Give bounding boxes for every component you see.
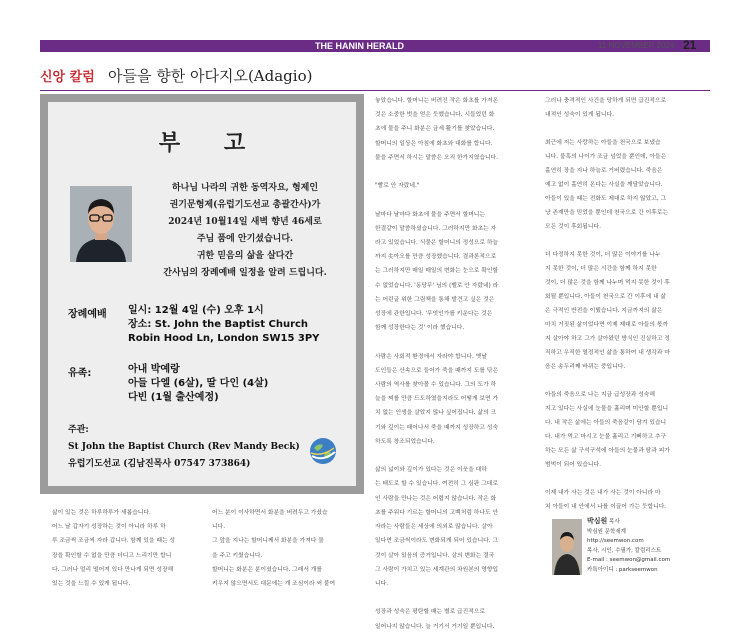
article-line: 라고 있었습니다. 식물은 할머니의 정성으로 하늘 xyxy=(375,240,499,247)
author-email: E-mail : seemwon@gmail.com xyxy=(587,557,671,563)
article-line xyxy=(375,165,535,179)
author-website: http://seemwon.com xyxy=(587,538,644,544)
article-line: 루 조금씩 조금씩 자라 갑니다. 함께 있을 때는 성 xyxy=(52,538,175,545)
article-line: 것은 소중한 벗을 얻은 듯했습니다. 시들었던 화 xyxy=(375,112,495,119)
globe-logo-icon xyxy=(308,436,338,466)
article-line: 있는 것을 느낄 수 있게 됩니다. xyxy=(52,581,131,588)
article-line: 하도록 창조되었습니다. xyxy=(375,438,435,445)
article-column-middle xyxy=(375,94,535,634)
article-line: 것이 살아 있음의 증거입니다. 살의 변화는 결국 xyxy=(375,552,495,559)
article-line: 한결같이 말씀하셨습니다. 그러하지만 화초는 자 xyxy=(375,225,497,232)
article-line: 최근에 저는 사랑하는 아들을 천국으로 보냈습 xyxy=(545,140,661,146)
article-line: 초를 주워다 기르는 할머니의 고백처럼 하나도 안 xyxy=(375,509,499,516)
article-line: 어느 날 갑자기 성장하는 것이 아니라 하루 하 xyxy=(52,524,166,531)
article-line: 그 앞을 지나는 할머니께서 화분을 가져다 물 xyxy=(212,538,324,545)
article-line: 물을 주면서 하시는 말씀은 오직 한가지였습니다. xyxy=(375,154,499,161)
article-line: 그러나 충격적인 사건을 당하게 되면 급진적으로 xyxy=(545,98,667,104)
article-line: 그 사람이 가치고 있는 세계관의 차원본의 영향입 xyxy=(375,566,499,573)
family-line: 아들 다엘 (6살), 딸 다인 (4살) xyxy=(128,378,269,389)
obituary-intro xyxy=(140,180,350,282)
article-line: 지 못한 것이, 더 많은 시간을 함께 하지 못한 xyxy=(545,266,657,272)
intro-line: 권기문형제(유럽기도선교 총괄간사)가 xyxy=(169,200,321,210)
article-line: 은 극적인 반전을 이뤘습니다. 지금까지의 삶은 xyxy=(545,308,663,314)
funeral-line: 장소: St. John the Baptist Church xyxy=(128,319,309,330)
article-line: 치 아들이 내 안에서 나를 이끌어 가는 듯합니다. xyxy=(545,504,667,510)
article-line xyxy=(375,335,535,349)
article-line: 있다면 조금씩이라도 변화되게 되어 있습니다. 그 xyxy=(375,538,499,545)
article-line: 범벅이 되어 있습니다. xyxy=(545,462,601,468)
article-line: 다. 그러나 멀리 떨어져 있다 만나게 되면 성장해 xyxy=(52,566,174,573)
article-line: 이제 내가 사는 것은 내가 사는 것이 아니라 마 xyxy=(545,490,661,496)
section-label: 신앙 칼럼 xyxy=(40,70,95,85)
article-line: 기와 깊이는 패어나서 죽을 때까지 성장하고 성숙 xyxy=(375,424,499,431)
article-line: 장을 확인할 수 없을 만큼 더디고 느리기만 합니 xyxy=(52,552,172,559)
article-line: 것이, 더 많은 것을 함께 나누며 먹지 못한 것이 후 xyxy=(545,280,670,286)
obituary-notice xyxy=(40,94,364,494)
article-line: 날마다 날마다 화초에 물을 주면서 할머니는 xyxy=(375,211,486,218)
article-line: 지고 있다는 사실에 눈물을 흘리며 미안할 뿐입니 xyxy=(545,406,669,412)
family-details xyxy=(128,363,268,405)
article-line xyxy=(375,591,535,605)
article-line: 마치 거짓된 삶이었다면 이제 제대로 아들의 몫까 xyxy=(545,322,669,328)
family-line: 다빈 (1월 출산예정) xyxy=(128,392,219,403)
family-line: 아내 박예랑 xyxy=(128,364,180,375)
article-line: 삶의 넓이와 깊이가 있다는 것은 이웃을 대하 xyxy=(375,467,487,474)
article-line: 직하고 우직한 열정적인 삶을 통하여 내 생각과 마 xyxy=(545,350,670,356)
author-info xyxy=(587,517,670,575)
article-line: 초에 물을 주니 화분은 금세 활기를 찾았습니다. xyxy=(375,126,495,133)
article-line: "빨로 안 자랐네." xyxy=(375,183,420,190)
intro-line: 2024년 10월14일 새벽 향년 46세로 xyxy=(168,217,322,227)
article-line: 일어나지 않습니다. 늘 거기서 거기일 뿐입니다. xyxy=(375,623,495,630)
article-line: 니다. xyxy=(212,524,226,531)
article-line: 는 태도로 할 수 있습니다. 여전히 그 심판 그대로 xyxy=(375,481,498,488)
article-line: 모든 것이 후회됩니다. xyxy=(545,224,601,230)
issue-date: 11 NOVEMBER 2024 xyxy=(598,41,675,50)
article-line: 예고 없이 홀연히 온다는 사실을 깨달았습니다. xyxy=(545,182,663,188)
article-line: 수 없었습니다. '동당무' 님의 (벨로 안 자랐네) 라 xyxy=(375,282,499,289)
article-line: 함께 성장한다는 것' 이라 했습니다. xyxy=(375,325,465,332)
article-line: 홀연히 장을 지나 하늘로 거버렸습니다. 죽음은 xyxy=(545,168,663,174)
intro-line: 간사님의 장례예배 일정을 알려 드립니다. xyxy=(163,268,327,278)
article-line: 할머니는 화분은 분이셨습니다. 그래서 개를 xyxy=(212,566,323,573)
article-line: 인 사람을 만나는 것은 어렵지 않습니다. 작은 화 xyxy=(375,495,497,502)
article-line: 다. 내 작은 삶에는 아들의 죽음같이 담겨 있습니 xyxy=(545,420,667,426)
article-line: 사람의 역사를 찾아볼 수 있습니다. 그의 도가 하 xyxy=(375,382,497,389)
funeral-line: Robin Hood Ln, London SW15 3PY xyxy=(128,333,320,344)
article-line: 하는 모든 삶 구석구석에 아들의 눈물과 땀과 피가 xyxy=(545,448,670,454)
author-photo xyxy=(552,519,582,575)
article-line: 냥 존재만을 믿었을 뿐인데 천국으로 간 이후로는 xyxy=(545,210,669,216)
author-line: 카톡아이디 : parkseemwon xyxy=(587,566,658,573)
funeral-details xyxy=(128,304,319,346)
article-line: 을 주고 키웠습니다. xyxy=(212,552,263,559)
article-line: 성장에 관한입니다. '무엇인가를 키운다는 것은 xyxy=(375,311,493,318)
funeral-label: 장례예배 xyxy=(68,309,107,320)
article-line xyxy=(545,234,710,248)
author-box xyxy=(552,517,710,577)
contact-line: 주관: xyxy=(68,425,89,435)
funeral-line: 일시: 12월 4일 (수) 오후 1시 xyxy=(128,305,264,316)
article-line: 음은 송두리째 바뀌는 중입니다. xyxy=(545,364,626,370)
deceased-portrait xyxy=(70,186,132,262)
article-line: 자라는 사람들은 세상에 의외로 많습니다. 살아 xyxy=(375,524,493,531)
intro-line: 하나님 나라의 귀한 동역자요, 형제인 xyxy=(171,183,319,193)
article-line xyxy=(545,472,710,486)
article-line: 늘을 찌를 만큼 드도하였을지라도 어떻게 보면 가 xyxy=(375,396,499,403)
article-line: 성장과 성숙은 평탄할 때는 별로 급진적으로 xyxy=(375,609,486,616)
article-line: 사람은 사회적 환경에서 자라야 합니다. 옛날 xyxy=(375,353,487,360)
article-line xyxy=(375,449,535,463)
article-line: 까지 솟아오를 만큼 성장했습니다. 결과론적으로 xyxy=(375,254,497,261)
article-line: 아들의 죽음으로 나는 지금 급성장과 성숙해 xyxy=(545,392,656,398)
article-line xyxy=(545,122,710,136)
article-line xyxy=(545,374,710,388)
article-line: 니다. xyxy=(375,580,389,587)
article-line: 치 없는 인생을 살았지 않나 싶어집니다. 삶의 크 xyxy=(375,410,497,417)
article-line: 놓았습니다. 할머니는 버려진 작은 화초를 가져온 xyxy=(375,98,499,104)
article-line: 다. 내가 먹고 마시고 눈물 흘리고 기뻐하고 추구 xyxy=(545,434,667,440)
article-line: 는 그러하지만 매일 매일의 변화는 눈으로 확인할 xyxy=(375,268,499,275)
author-name: 박심원 xyxy=(587,517,608,525)
article-line: 아들이 있을 때는 전화도 제대로 하지 않았고, 그 xyxy=(545,196,667,202)
page-number: 21 xyxy=(683,38,697,52)
article-line: 회될 뿐입니다. 아들이 천국으로 간 이후에 내 삶 xyxy=(545,294,667,300)
article-line: 키우지 않으면서도 대문에는 개 조심이라 써 붙여 xyxy=(212,581,336,588)
author-role: 목사 xyxy=(609,519,620,525)
article-column-mid-bottom xyxy=(212,506,367,591)
family-label: 유족: xyxy=(68,368,92,379)
publication-name: THE HANIN HERALD xyxy=(315,41,404,51)
article-line xyxy=(375,193,535,207)
article-column-right xyxy=(545,94,710,514)
contact-line: St John the Baptist Church (Rev Mandy Beck) xyxy=(68,442,300,452)
contact-line: 유럽기도선교 (김남진목사 07547 373864) xyxy=(68,459,251,469)
author-line: 박심원 문학세계 xyxy=(587,528,626,535)
organizer-contact xyxy=(68,422,300,473)
article-column-left xyxy=(52,506,202,591)
article-line: 더 다정하지 못한 것이, 더 많은 이야기를 나누 xyxy=(545,252,661,258)
obituary-heading: 부 고 xyxy=(158,130,264,156)
article-line: 내적인 성숙이 있게 됩니다. xyxy=(545,112,614,118)
intro-line: 주님 품에 안기셨습니다. xyxy=(196,234,294,244)
column-title: 아들을 향한 아다지오(Adagio) xyxy=(108,67,313,85)
author-line: 목사, 시인, 수필가, 칼럼리스트 xyxy=(587,547,662,554)
article-line: 는 어린글 위한 그림책을 통해 발견고 싶은 것은 xyxy=(375,296,495,303)
intro-line: 귀한 믿음의 삶을 살다간 xyxy=(196,251,294,261)
title-rule xyxy=(40,90,710,91)
article-line: 도인들은 산속으로 들어가 죽을 때까지 도를 닦은 xyxy=(375,367,499,374)
article-line: 할머니의 일상은 아침에 화초와 대화를 합니다. xyxy=(375,140,493,147)
article-line: 어느 분이 이사하면서 화분을 버려두고 가셨습 xyxy=(212,510,328,516)
article-line: 지 살아야 하고 그가 살아왔던 방식인 진실하고 정 xyxy=(545,336,670,342)
article-line: 니다. 불혹의 나이가 조금 넘었을 뿐인데, 아들은 xyxy=(545,154,667,160)
article-line: 삶이 있는 것은 하루하루가 새롭습니다. xyxy=(52,510,151,516)
